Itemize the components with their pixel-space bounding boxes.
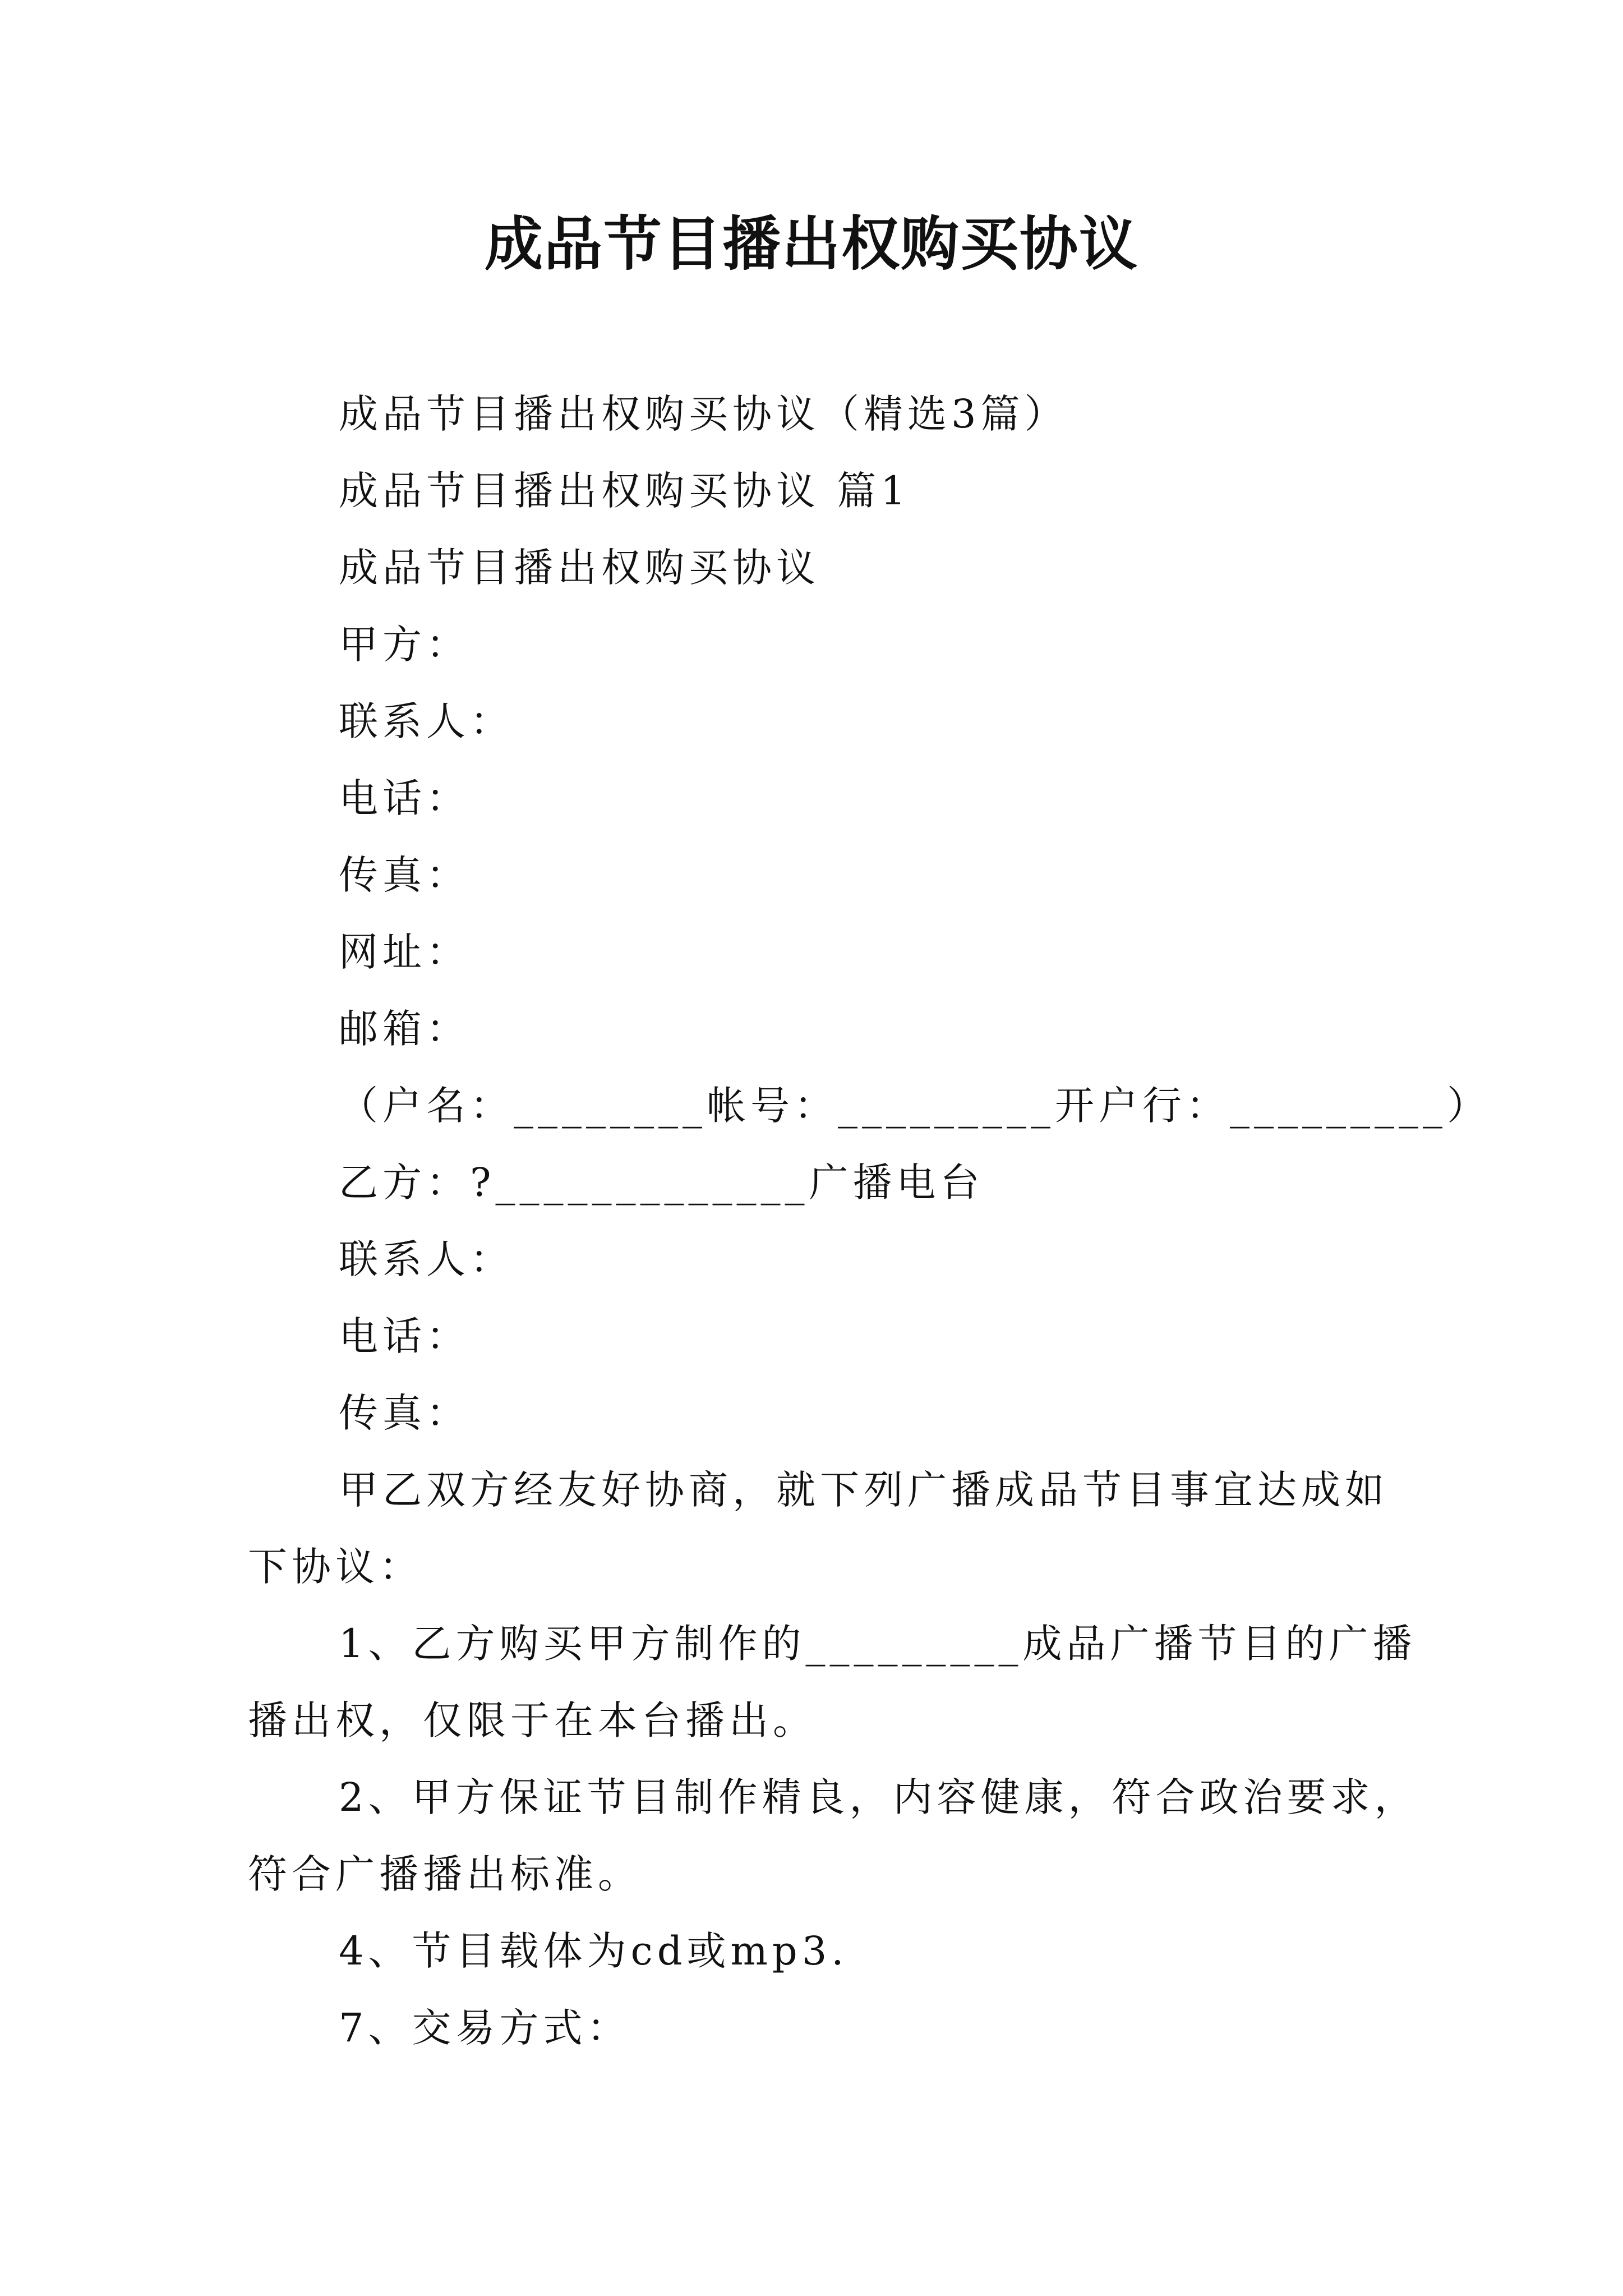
contact-label: 联系人： [339,698,514,744]
party-a-label: 甲方： [339,622,470,668]
paragraph-line: 甲乙双方经友好协商，就下列广播成品节目事宜达成如 [339,1467,1389,1513]
contact-label: 联系人： [339,1236,514,1282]
paragraph-line: 下协议： [248,1544,423,1590]
text-line: 成品节目播出权购买协议 [339,545,820,591]
phone-label: 电话： [339,775,470,821]
email-label: 邮箱： [339,1006,470,1052]
website-label: 网址： [339,929,470,975]
text-line: 4、节目载体为cd或mp3. [339,1928,849,1974]
fax-label: 传真： [339,852,470,898]
bank-account-line: （户名：________帐号：_________开户行：_________） [339,1083,1491,1129]
paragraph-line: 1、乙方购买甲方制作的_________成品广播节目的广播 [339,1621,1417,1667]
fax-label: 传真： [339,1390,470,1436]
text-line: 成品节目播出权购买协议（精选3篇） [339,391,1068,437]
document-body [248,376,1491,2067]
paragraph-line: 符合广播播出标准。 [248,1851,642,1897]
document-title: 成品节目播出权购买协议 [484,209,1138,278]
paragraph-line: 2、甲方保证节目制作精良，内容健康，符合政治要求， [339,1774,1418,1820]
text-line: 7、交易方式： [339,2005,631,2051]
party-b-label: 乙方：?_____________广播电台 [339,1159,984,1205]
text-line: 成品节目播出权购买协议 篇1 [339,468,910,514]
paragraph-line: 播出权，仅限于在本台播出。 [248,1697,817,1743]
phone-label: 电话： [339,1313,470,1359]
